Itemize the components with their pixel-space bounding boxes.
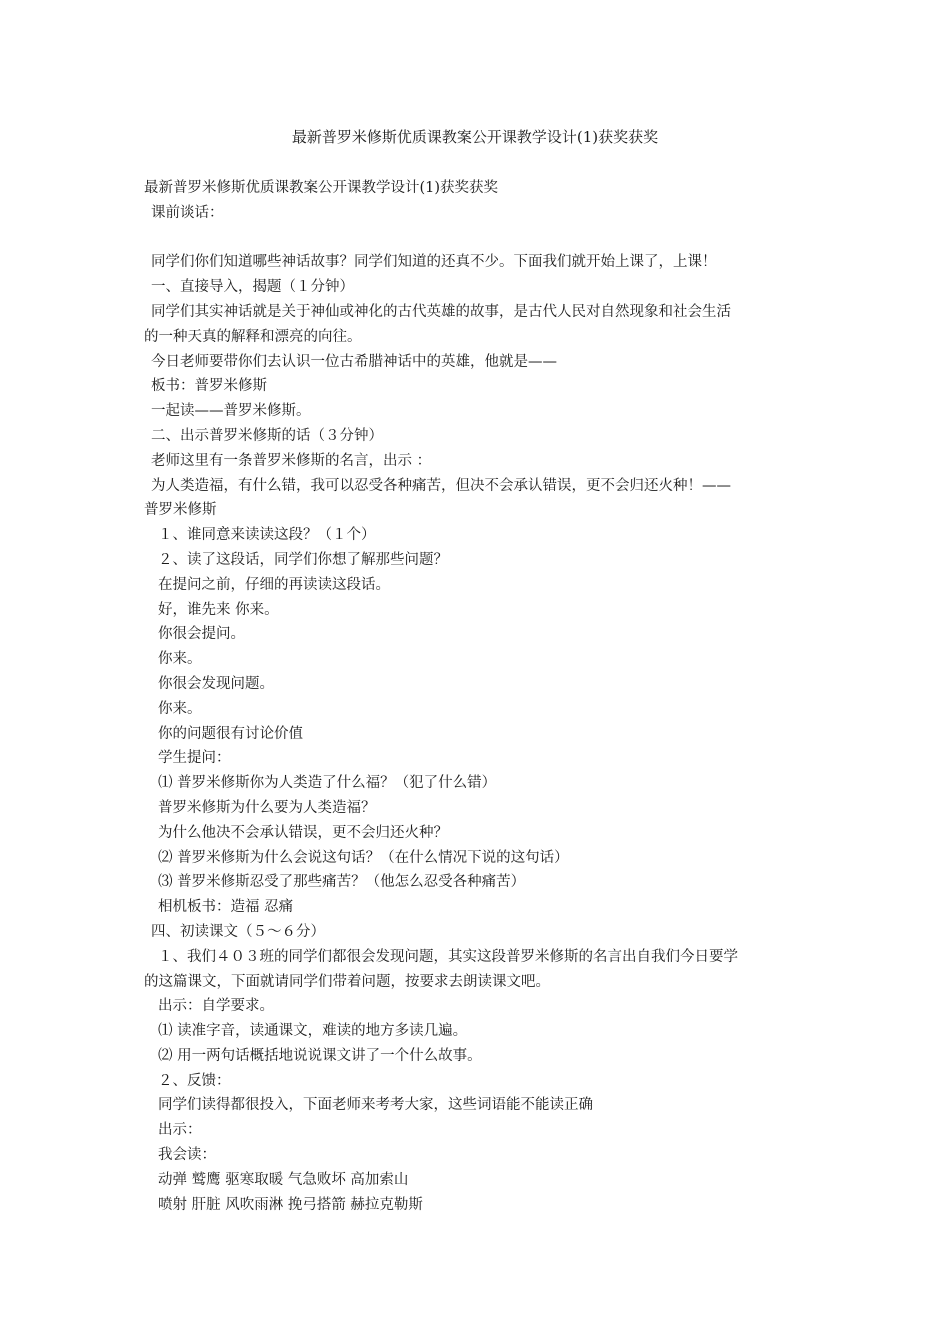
text-line: 的一种天真的解释和漂亮的向往。 xyxy=(144,328,362,345)
text-line: ⑵ 用一两句话概括地说说课文讲了一个什么故事。 xyxy=(158,1047,482,1064)
text-line: ⑴ 普罗米修斯你为人类造了什么福？（犯了什么错） xyxy=(158,775,497,792)
text-line: 动弹 鹫鹰 驱寒取暖 气急败坏 高加索山 xyxy=(158,1171,409,1188)
document-body xyxy=(144,176,808,1217)
text-line: 我会读： xyxy=(158,1147,216,1164)
text-line: 同学们其实神话就是关于神仙或神化的古代英雄的故事，是古代人民对自然现象和社会生活 xyxy=(151,303,731,320)
text-line: １、我们４０３班的同学们都很会发现问题，其实这段普罗米修斯的名言出自我们今日要学 xyxy=(158,948,738,965)
text-line: 的这篇课文，下面就请同学们带着问题，按要求去朗读课文吧。 xyxy=(144,973,550,990)
text-line xyxy=(144,226,808,251)
text-line: 为人类造福，有什么错，我可以忍受各种痛苦，但决不会承认错误，更不会归还火种！—— xyxy=(151,477,731,494)
document-heading: 最新普罗米修斯优质课教案公开课教学设计(1)获奖获奖 xyxy=(144,180,499,196)
text-line: 你很会发现问题。 xyxy=(158,675,274,692)
text-line: １、谁同意来读读这段？（１个） xyxy=(158,527,376,544)
text-line: 课前谈话： xyxy=(151,204,224,221)
text-line: 在提问之前，仔细的再读读这段话。 xyxy=(158,576,390,593)
text-line: 一、直接导入，揭题（１分钟） xyxy=(151,279,354,296)
text-line: 同学们你们知道哪些神话故事？同学们知道的还真不少。下面我们就开始上课了，上课！ xyxy=(151,254,717,271)
text-line: ⑶ 普罗米修斯忍受了那些痛苦？（他怎么忍受各种痛苦） xyxy=(158,874,526,891)
text-line: 你来。 xyxy=(158,651,202,668)
text-line: 你的问题很有讨论价值 xyxy=(158,725,303,742)
text-line: 老师这里有一条普罗米修斯的名言，出示 ： xyxy=(151,452,432,469)
text-line: 喷射 肝脏 风吹雨淋 挽弓搭箭 赫拉克勒斯 xyxy=(158,1196,423,1213)
text-line: 四、初读课文（５～６分） xyxy=(151,923,325,940)
text-line: ２、读了这段话，同学们你想了解那些问题？ xyxy=(158,551,448,568)
text-line: 今日老师要带你们去认识一位古希腊神话中的英雄，他就是—— xyxy=(151,353,557,370)
text-line: 出示： xyxy=(158,1122,202,1139)
text-line: ２、反馈： xyxy=(158,1072,231,1089)
text-line: 普罗米修斯 xyxy=(144,502,217,519)
text-line: 好，谁先来 你来。 xyxy=(158,601,279,618)
text-line: 普罗米修斯为什么要为人类造福？ xyxy=(158,799,376,816)
text-line: ⑵ 普罗米修斯为什么会说这句话？（在什么情况下说的这句话） xyxy=(158,849,569,866)
text-line: 板书：普罗米修斯 xyxy=(151,378,267,395)
text-line: 为什么他决不会承认错误，更不会归还火种？ xyxy=(158,824,448,841)
text-line: 二、出示普罗米修斯的话（３分钟） xyxy=(151,427,383,444)
text-line: 同学们读得都很投入，下面老师来考考大家，这些词语能不能读正确 xyxy=(158,1097,593,1114)
text-line: 相机板书：造福 忍痛 xyxy=(158,899,294,916)
text-line: 你来。 xyxy=(158,700,202,717)
text-line: 出示：自学要求。 xyxy=(158,998,274,1015)
text-line: 学生提问： xyxy=(158,750,231,767)
text-line: 一起读——普罗米修斯。 xyxy=(151,403,311,420)
text-line: ⑴ 读准字音，读通课文，难读的地方多读几遍。 xyxy=(158,1023,468,1040)
page-title: 最新普罗米修斯优质课教案公开课教学设计(1)获奖获奖 xyxy=(291,128,659,146)
text-line: 你很会提问。 xyxy=(158,626,245,643)
